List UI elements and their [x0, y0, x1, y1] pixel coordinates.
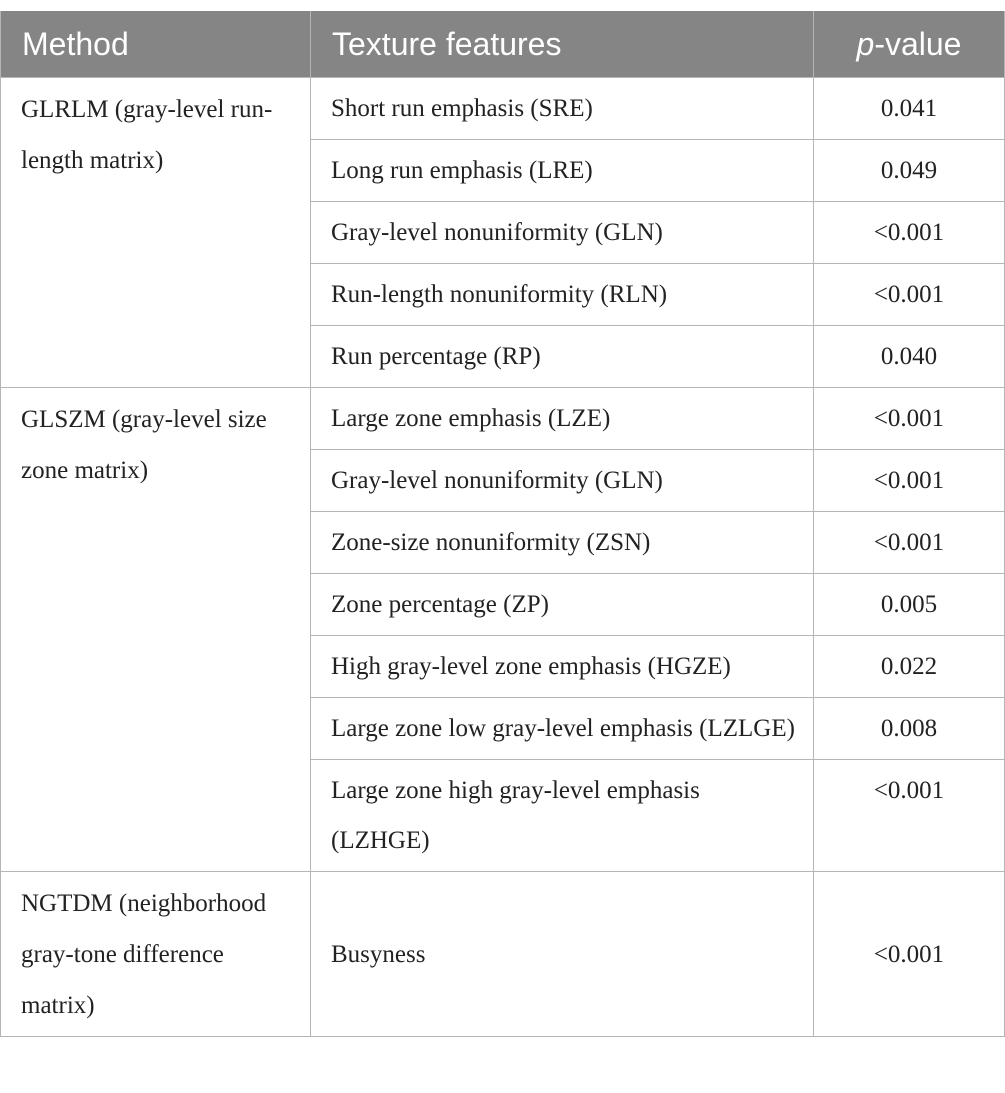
p-value-cell: 0.041 [814, 78, 1005, 140]
feature-cell: Busyness [311, 872, 814, 1037]
method-cell-glszm: GLSZM (gray-level size zone matrix) [1, 388, 311, 872]
method-cell-glrlm: GLRLM (gray-level run-length matrix) [1, 78, 311, 388]
p-value-cell: 0.008 [814, 698, 1005, 760]
p-value-cell: 0.049 [814, 140, 1005, 202]
p-value-cell: 0.005 [814, 574, 1005, 636]
feature-cell: Long run emphasis (LRE) [311, 140, 814, 202]
feature-cell: Run percentage (RP) [311, 326, 814, 388]
table-row [1, 388, 1005, 450]
header-method: Method [1, 11, 311, 78]
header-p-italic: p [856, 25, 875, 62]
texture-features-table [0, 11, 1005, 1037]
feature-cell: Zone percentage (ZP) [311, 574, 814, 636]
header-p-value [814, 11, 1005, 78]
feature-cell: Large zone low gray-level emphasis (LZLGE) [311, 698, 814, 760]
p-value-cell: <0.001 [814, 264, 1005, 326]
header-texture-features: Texture features [311, 11, 814, 78]
p-value-cell: <0.001 [814, 388, 1005, 450]
p-value-cell: <0.001 [814, 450, 1005, 512]
table-body [1, 78, 1005, 1037]
p-value-cell: 0.022 [814, 636, 1005, 698]
p-value-cell: <0.001 [814, 760, 1005, 872]
table-header [1, 11, 1005, 78]
table-row [1, 872, 1005, 1037]
feature-cell: Run-length nonuniformity (RLN) [311, 264, 814, 326]
p-value-cell: <0.001 [814, 512, 1005, 574]
feature-cell: Large zone emphasis (LZE) [311, 388, 814, 450]
feature-cell: Zone-size nonuniformity (ZSN) [311, 512, 814, 574]
feature-cell: High gray-level zone emphasis (HGZE) [311, 636, 814, 698]
method-cell-ngtdm: NGTDM (neighborhood gray-tone difference matrix) [1, 872, 311, 1037]
p-value-cell: 0.040 [814, 326, 1005, 388]
p-value-cell: <0.001 [814, 872, 1005, 1037]
table-row [1, 78, 1005, 140]
header-p-rest: -value [874, 25, 962, 62]
feature-cell: Large zone high gray-level emphasis (LZHGE) [311, 760, 814, 872]
feature-cell: Gray-level nonuniformity (GLN) [311, 450, 814, 512]
feature-cell: Gray-level nonuniformity (GLN) [311, 202, 814, 264]
p-value-cell: <0.001 [814, 202, 1005, 264]
feature-cell: Short run emphasis (SRE) [311, 78, 814, 140]
header-row [1, 11, 1005, 78]
